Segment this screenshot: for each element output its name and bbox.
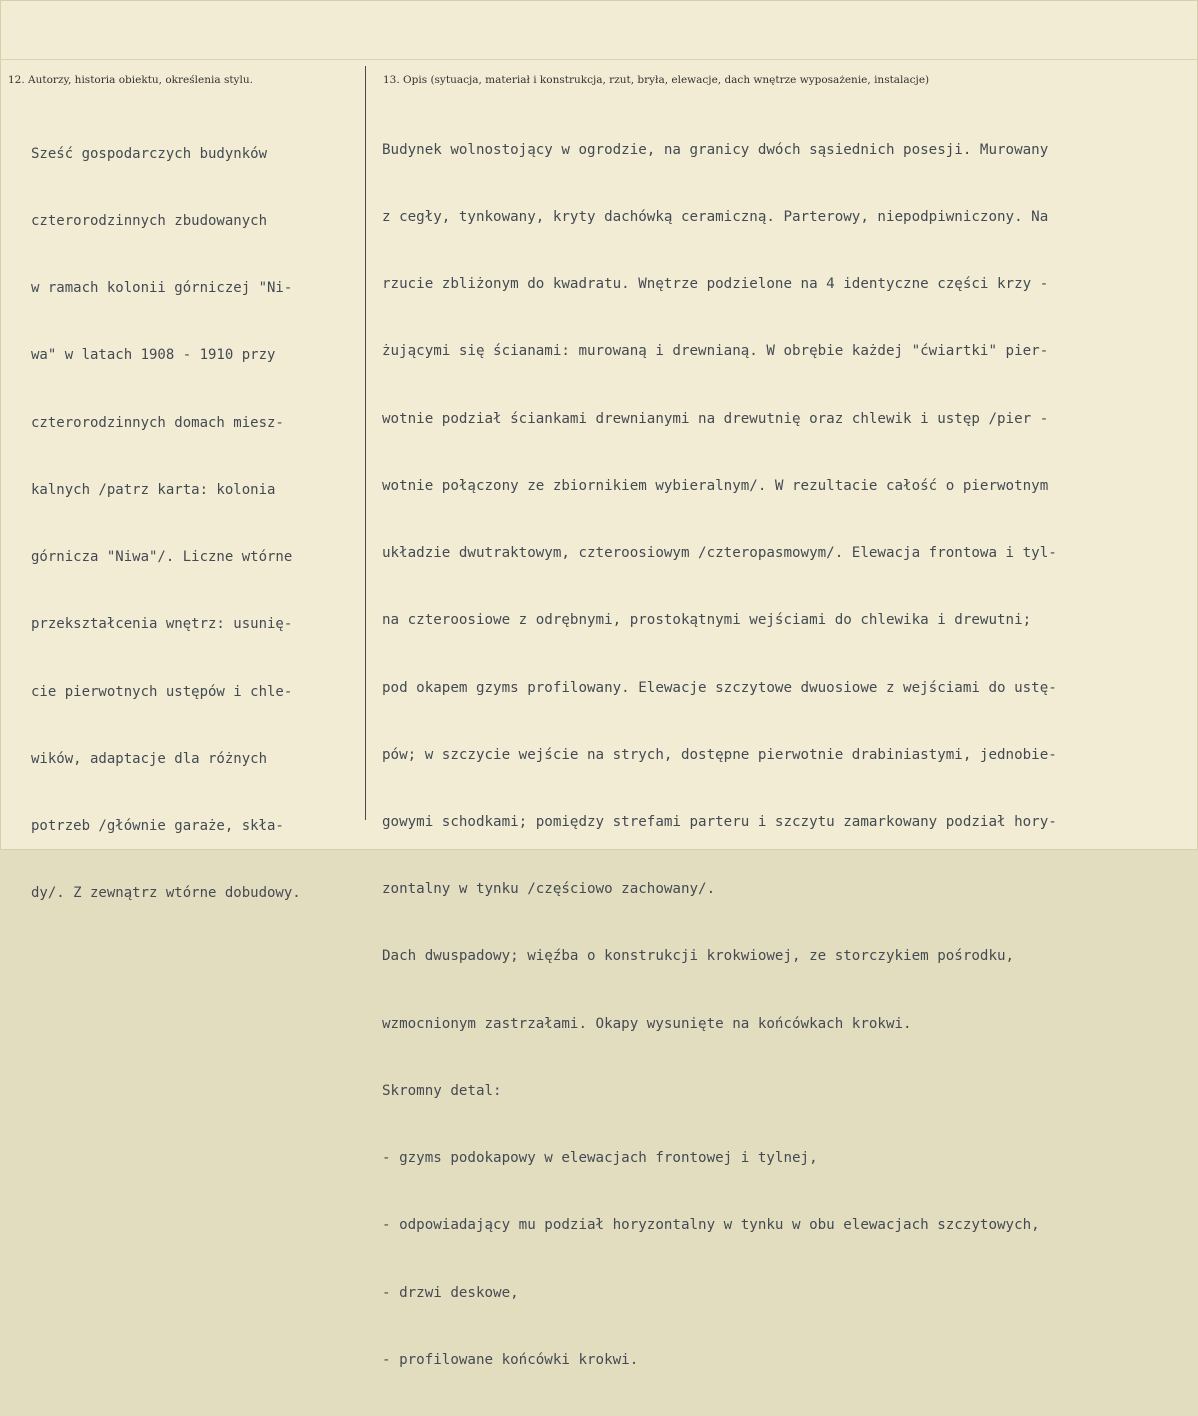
text-line: potrzeb /głównie garaże, skła- xyxy=(31,818,284,834)
text-line: Dach dwuspadowy; więźba o konstrukcji krokwiowej, ze storczykiem pośrodku, xyxy=(382,948,1015,965)
text-line: górnicza "Niwa"/. Liczne wtórne xyxy=(31,549,293,566)
text-line: wzmocnionym zastrzałami. Okapy wysunięte na końcówkach krokwi. xyxy=(382,1015,912,1032)
text-line: wotnie połączony ze zbiornikiem wybieralnym/. W rezultacie całość o pierwotnym xyxy=(382,477,1049,494)
section-13-heading: 13. Opis (sytuacja, materiał i konstrukcja, rzut, bryła, elewacje, dach wnętrze wyposażenie, instalacje) xyxy=(383,74,930,86)
text-line: żującymi się ścianami: murowaną i drewnianą. W obrębie każdej "ćwiartki" pier- xyxy=(382,343,1049,360)
text-line: czterorodzinnych zbudowanych xyxy=(31,213,268,230)
text-line: w ramach kolonii górniczej "Ni- xyxy=(31,280,293,297)
text-line: - odpowiadający mu podział horyzontalny w tynku w obu elewacjach szczytowych, xyxy=(382,1217,1040,1234)
text-line: Sześć gospodarczych budynków xyxy=(31,145,268,162)
text-line: przekształcenia wnętrz: usunię- xyxy=(31,616,293,633)
text-line: na czteroosiowe z odrębnymi, prostokątnymi wejściami do chlewika i drewutni; xyxy=(382,612,1032,629)
text-line: wa" w latach 1908 - 1910 przy xyxy=(31,347,276,364)
text-line: czterorodzinnych domach miesz- xyxy=(31,414,284,431)
text-line: gowymi schodkami; pomiędzy strefami parteru i szczytu zamarkowany podział hory- xyxy=(382,814,1057,830)
text-line: wików, adaptacje dla różnych xyxy=(31,750,268,767)
section-13-text xyxy=(382,94,1057,1416)
text-line: układzie dwutraktowym, czteroosiowym /czteropasmowym/. Elewacja frontowa i tyl- xyxy=(382,545,1057,562)
section-12-text xyxy=(31,98,301,949)
text-line: dy/. Z zewnątrz wtórne dobudowy. xyxy=(31,885,301,902)
text-line: wotnie podział ściankami drewnianymi na drewutnię oraz chlewik i ustęp /pier - xyxy=(382,410,1049,427)
text-line: cie pierwotnych ustępów i chle- xyxy=(31,683,293,700)
text-line: z cegły, tynkowany, kryty dachówką ceramiczną. Parterowy, niepodpiwniczony. Na xyxy=(382,209,1049,226)
text-line: pod okapem gzyms profilowany. Elewacje szczytowe dwuosiowe z wejściami do ustę- xyxy=(382,679,1057,696)
text-line: - profilowane końcówki krokwi. xyxy=(382,1351,639,1368)
section-12-heading: 12. Autorzy, historia obiektu, określenia stylu. xyxy=(8,74,253,86)
column-divider xyxy=(365,66,366,820)
text-line: Skromny detal: xyxy=(382,1082,502,1099)
text-line: pów; w szczycie wejście na strych, dostępne pierwotnie drabiniastymi, jednobie- xyxy=(382,746,1057,763)
text-line: kalnych /patrz karta: kolonia xyxy=(31,481,276,498)
text-line: Budynek wolnostojący w ogrodzie, na granicy dwóch sąsiednich posesji. Murowany xyxy=(382,141,1049,158)
text-line: - gzyms podokapowy w elewacjach frontowej i tylnej, xyxy=(382,1150,818,1167)
header-rule xyxy=(0,59,1198,60)
text-line: zontalny w tynku /częściowo zachowany/. xyxy=(382,881,716,898)
text-line: rzucie zbliżonym do kwadratu. Wnętrze podzielone na 4 identyczne części krzy - xyxy=(382,276,1049,293)
text-line: - drzwi deskowe, xyxy=(382,1284,519,1301)
